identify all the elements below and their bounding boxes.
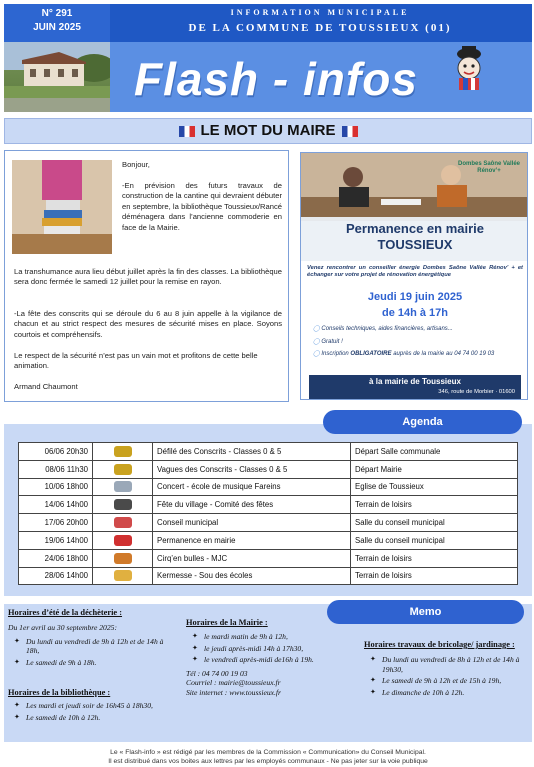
info-municipale-line: INFORMATION MUNICIPALE [230, 8, 410, 17]
agenda-date: 24/06 18h00 [19, 549, 93, 567]
agenda-table [18, 442, 518, 585]
mascot-logo-icon [445, 44, 495, 94]
table-row [19, 567, 518, 585]
agenda-place: Salle du conseil municipal [351, 531, 518, 549]
agenda-icon-cell [93, 496, 153, 514]
mayor-paragraph-4: Le respect de la sécurité n’est pas un vain mot et profitons de cette belle animation. [14, 351, 258, 371]
french-flag-icon [179, 126, 195, 137]
agenda-date: 28/06 14h00 [19, 567, 93, 585]
agenda-place: Eglise de Toussieux [351, 478, 518, 496]
dechetterie-period: Du 1er avril au 30 septembre 2025: [8, 623, 117, 632]
table-row [19, 443, 518, 461]
mayor-signature: Armand Chaumont [14, 382, 78, 391]
agenda-place: Terrain de loisirs [351, 567, 518, 585]
agenda-icon-cell [93, 549, 153, 567]
mairie-email[interactable]: Courriel : mairie@toussieux.fr [186, 678, 281, 688]
agenda-event: Permanence en mairie [153, 531, 351, 549]
travaux-list [370, 655, 524, 697]
agenda-place: Départ Mairie [351, 460, 518, 478]
agenda-event: Fête du village - Comité des fêtes [153, 496, 351, 514]
village-photo [4, 42, 110, 112]
festival-icon [114, 499, 132, 510]
poster-bullet-3 [313, 351, 513, 358]
agenda-date: 14/06 14h00 [19, 496, 93, 514]
agenda-place: Terrain de loisirs [351, 496, 518, 514]
poster-bullet-2 [313, 338, 343, 345]
agenda-date: 17/06 20h00 [19, 514, 93, 532]
travaux-block [364, 640, 524, 699]
table-row [19, 549, 518, 567]
mayor-paragraph-3: -La fête des conscrits qui se déroule du 6 au 8 juin appelle à la vigilance de chacun et au strict respect des mesures de sécurité mises en place. Soyons courtois et compréhensifs. [14, 309, 282, 339]
mayor-paragraph-2: La transhumance aura lieu début juillet après la fin des classes. La bibliothèque sera donc fermée le samedi 12 juillet pour la remise en rayon. [14, 267, 282, 287]
lightbulb-icon: ◯ [313, 326, 320, 332]
table-row [19, 531, 518, 549]
permanence-poster [300, 152, 528, 400]
circus-icon [114, 553, 132, 564]
list-item: ✦ Les mardi et jeudi soir de 16h45 à 18h30, [14, 701, 178, 711]
conscrits-icon [114, 446, 132, 457]
issue-box [4, 4, 110, 42]
footer-line-1: Le « Flash-info » est rédigé par les membres de la Commission « Communication» du Conseil Municipal. [110, 749, 426, 756]
list-item: ✦ le mardi matin de 9h à 12h, [192, 632, 346, 642]
dechetterie-heading: Horaires d’été de la déchèterie : [8, 608, 123, 617]
poster-intro: Venez rencontrer un conseiller énergie Dombes Saône Vallée Rénov’ + et échanger sur votre projet de rénovation énergétique [307, 265, 523, 278]
poster-date: Jeudi 19 juin 2025 [367, 291, 463, 303]
poster-title-1: Permanence en mairie [345, 221, 485, 236]
agenda-icon-cell [93, 443, 153, 461]
poster-bullet-3-strong: OBLIGATOIRE [350, 351, 392, 357]
agenda-icon-cell [93, 478, 153, 496]
agenda-date: 08/06 11h30 [19, 460, 93, 478]
poster-bullet-3-prefix: Inscription [321, 351, 351, 357]
agenda-event: Kermesse - Sou des écoles [153, 567, 351, 585]
list-item: ✦ le jeudi après-midi 14h à 17h30, [192, 644, 346, 654]
dechetterie-block [8, 608, 178, 669]
thumb-icon: ◯ [313, 339, 320, 345]
agenda-icon-cell [93, 567, 153, 585]
footer [4, 748, 532, 766]
poster-place: à la mairie de Toussieux [369, 377, 461, 386]
table-row [19, 478, 518, 496]
mairie-block [186, 618, 346, 698]
mairie-phone: Tél : 04 74 00 19 03 [186, 668, 248, 678]
mairie-list [192, 632, 346, 665]
agenda-icon-cell [93, 460, 153, 478]
agenda-event: Cirq’en bulles - MJC [153, 549, 351, 567]
agenda-event: Défilé des Conscrits - Classes 0 & 5 [153, 443, 351, 461]
bibliotheque-list [14, 701, 178, 722]
mayor-greeting: Bonjour, [122, 160, 150, 169]
music-icon [114, 481, 132, 492]
french-flag-icon [342, 126, 358, 137]
poster-title-2: TOUSSIEUX [377, 237, 453, 252]
footer-line-2: Il est distribué dans vos boites aux lettres par les employés communaux - Ne pas jeter sur la voie publique [108, 758, 428, 765]
info-icon [114, 535, 132, 546]
council-icon [114, 517, 132, 528]
kermesse-icon [114, 570, 132, 581]
list-item: ✦ Du lundi au vendredi de 9h à 12h et de 14h à 18h, [14, 637, 178, 656]
issue-date: JUIN 2025 [33, 22, 81, 33]
renov-badge: Dombes Saône Vallée Rénov’+ [457, 161, 521, 174]
list-item: ✦ Le dimanche de 10h à 12h. [370, 688, 524, 698]
table-row [19, 460, 518, 478]
memo-title: Memo [327, 600, 524, 624]
poster-bullet-1-text: Conseils techniques, aides financières, artisans... [321, 326, 453, 332]
list-item: ✦ Le samedi de 10h à 12h. [14, 713, 178, 723]
mayor-heading-text: LE MOT DU MAIRE [200, 122, 336, 139]
table-row [19, 496, 518, 514]
poster-bullet-3-suffix: auprès de la mairie au 04 74 00 19 03 [391, 351, 495, 357]
agenda-place: Terrain de loisirs [351, 549, 518, 567]
commune-line: DE LA COMMUNE DE TOUSSIEUX (01) [188, 22, 452, 34]
travaux-heading: Horaires travaux de bricolage/ jardinage : [364, 640, 515, 649]
conscrits-icon [114, 464, 132, 475]
agenda-icon-cell [93, 531, 153, 549]
bibliotheque-block [8, 688, 178, 724]
dechetterie-list [14, 637, 178, 668]
agenda-place: Départ Salle communale [351, 443, 518, 461]
agenda-date: 10/06 18h00 [19, 478, 93, 496]
mairie-heading: Horaires de la Mairie : [186, 618, 268, 627]
poster-bullet-1 [313, 325, 453, 332]
issue-number: N° 291 [41, 8, 73, 19]
list-item: ✦ Le samedi de 9h à 12h et de 15h à 19h, [370, 676, 524, 686]
agenda-place: Salle du conseil municipal [351, 514, 518, 532]
agenda-title: Agenda [323, 410, 522, 434]
bibliotheque-heading: Horaires de la bibliothèque : [8, 688, 111, 697]
agenda-event: Conseil municipal [153, 514, 351, 532]
library-books-photo [12, 160, 112, 254]
pen-icon: ◯ [313, 351, 320, 357]
poster-address: 346, route de Morbier · 01600 [438, 389, 515, 395]
agenda-event: Vagues des Conscrits - Classes 0 & 5 [153, 460, 351, 478]
agenda-date: 06/06 20h30 [19, 443, 93, 461]
list-item: ✦ Du lundi au vendredi de 8h à 12h et de 14h à 19h30, [370, 655, 524, 674]
mayor-section-heading [4, 118, 532, 144]
agenda-icon-cell [93, 514, 153, 532]
newsletter-title: Flash - infos [134, 53, 418, 105]
agenda-date: 19/06 14h00 [19, 531, 93, 549]
poster-time: de 14h à 17h [381, 307, 449, 319]
mairie-heading-text: Horaires de la Mairie [186, 618, 263, 627]
table-row [19, 514, 518, 532]
mayor-paragraph-1: -En prévision des futurs travaux de construction de la cantine qui devraient débuter en septembre, la bibliothèque Toussieux/Rancé déménagera dans l’ancienne commoderie en face de la Mairie. [122, 181, 282, 232]
list-item: ✦ le vendredi après-midi de16h à 19h. [192, 655, 346, 665]
list-item: ✦ Le samedi de 9h à 18h. [14, 658, 178, 668]
mairie-website[interactable]: Site internet : www.toussieux.fr [186, 687, 281, 697]
agenda-event: Concert - école de musique Fareins [153, 478, 351, 496]
poster-bullet-2-text: Gratuit ! [321, 339, 343, 345]
